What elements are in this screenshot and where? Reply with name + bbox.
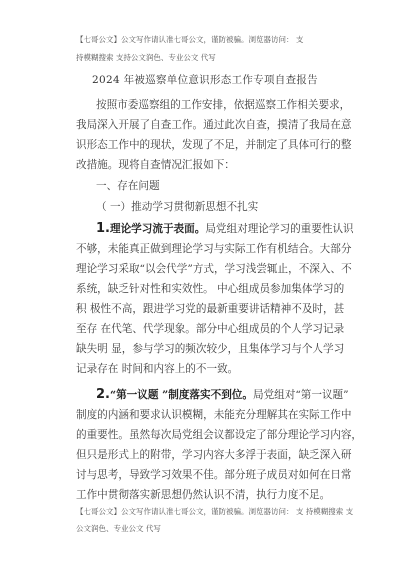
- header-notice-line-2: 持模糊搜索 支持公文润色、专业公文 代写: [76, 53, 216, 62]
- section-heading: 一、存在问题: [96, 180, 160, 192]
- header-notice-line-1: 【七哥公文】公文写作请认准七哥公文，谨防被骗。浏览器访问： 支: [76, 35, 304, 44]
- intro-line: 按照市委巡察组的工作安排，依据巡察工作相关要求，: [96, 99, 351, 111]
- footer-notice-line-1: 【七哥公文】公文写作请认准七哥公文，谨防被骗。浏览器访问： 支 持模糊搜索 支: [76, 507, 354, 516]
- item-1-line: 缺失明 显，参与学习的频次较少，且集体学习与个人学习: [76, 343, 345, 355]
- item-1-line: 记录存在 时间和内容上的不一致。: [76, 363, 239, 375]
- intro-line: 改措施。现将自查情况汇报如下：: [76, 159, 235, 171]
- item-2-number: 2.: [96, 387, 110, 402]
- item-2-heading-quote: “第一议题 ”: [109, 389, 169, 401]
- item-2-heading: 制度落实不到位。: [168, 389, 253, 401]
- item-2-line: 的重要性。虽然每次局党组会议都设定了部分理论学习内容，: [76, 429, 363, 441]
- intro-line: 我局深入开展了自查工作。通过此次自查，摸清了我局在意: [76, 119, 352, 131]
- item-1-line: 不够，未能真正做到理论学习与实际工作有机结合。大部分: [76, 243, 352, 255]
- item-2-line: 制度的内涵和要求认识模糊，未能充分理解其在实际工作中: [76, 409, 352, 421]
- intro-line: 识形态工作中的现状，发现了不足，并制定了具体可行的整: [76, 139, 352, 151]
- item-2-text: 局党组对“第一议题”: [252, 389, 349, 401]
- document-title: 2024 年被巡察单位意识形态工作专项自查报告: [92, 74, 318, 86]
- item-1-number: 1.: [96, 221, 110, 236]
- item-1-first-line: [96, 222, 354, 236]
- item-1-line: 系统，缺乏针对性和实效性。 中心组成员参加集体学习的: [76, 283, 345, 295]
- item-2-line: 但只是形式上的附带，学习内容大多浮于表面，缺乏深入研: [76, 449, 352, 461]
- item-2-line: 讨与思考，导致学习效果不佳。部分班子成员对如何在日常: [76, 469, 352, 481]
- item-1-line: 至存 在代笔、代学现象。部分中心组成员的个人学习记录: [76, 323, 345, 335]
- item-1-text: 局党组对理论学习的重要性认识: [205, 223, 354, 235]
- item-2-line: 工作中贯彻落实新思想仍然认识不清，执行力度不足。: [76, 489, 331, 501]
- footer-notice-line-2: 公文润色、专业公文 代写: [76, 524, 161, 533]
- item-1-line: 积 极性不高，跟进学习党的最新重要讲话精神不及时，甚: [76, 303, 345, 315]
- item-1-heading: 理论学习流于表面。: [109, 223, 206, 235]
- item-2-first-line: [96, 388, 349, 402]
- subsection-heading: （ 一）推动学习贯彻新思想不扎实: [96, 201, 259, 213]
- item-1-line: 理论学习采取“以会代学”方式，学习浅尝辄止，不深入、不: [76, 263, 352, 275]
